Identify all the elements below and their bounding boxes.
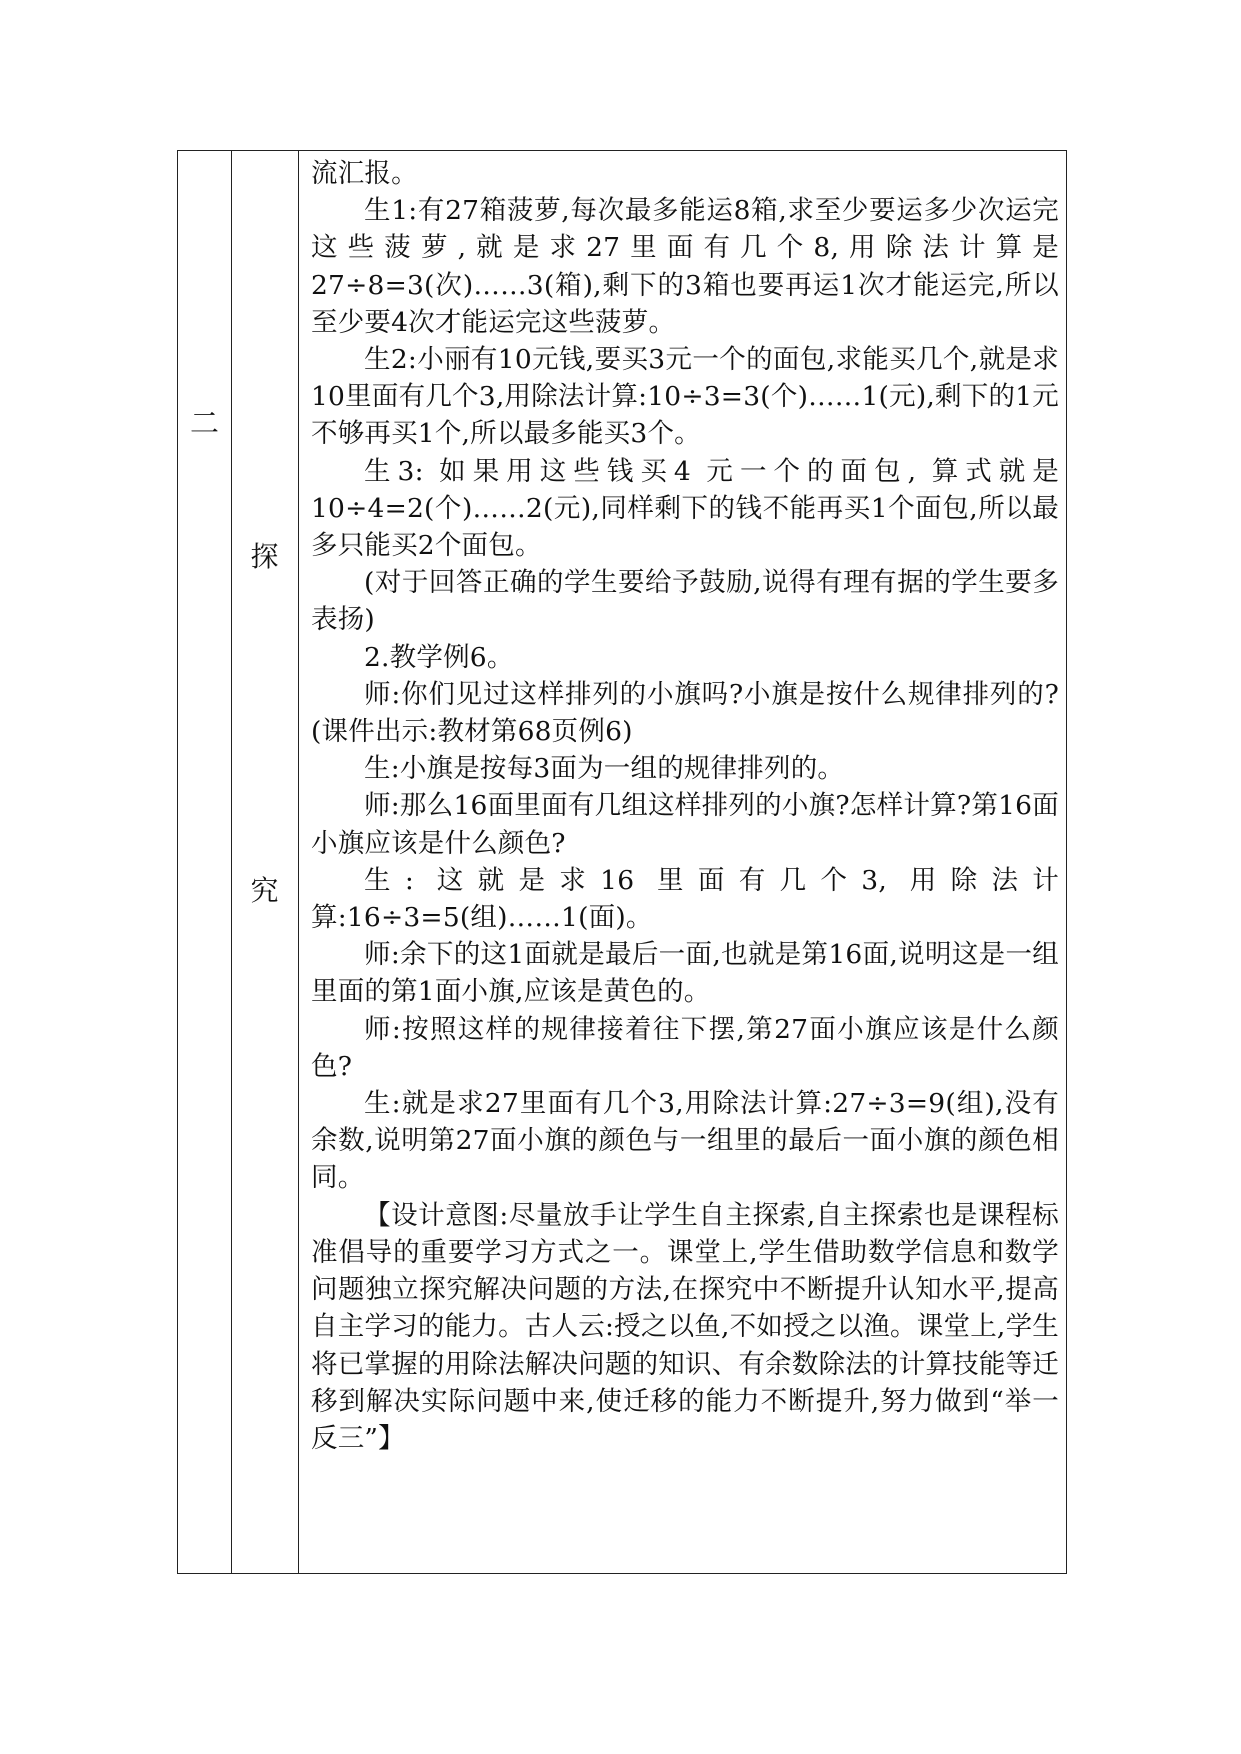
paragraph: 师:余下的这1面就是最后一面,也就是第16面,说明这是一组里面的第1面小旗,应该是黄色的。: [311, 939, 1059, 1008]
paragraph: 流汇报。: [311, 158, 418, 189]
column-divider-2: [298, 151, 299, 1573]
section-number: 二: [189, 406, 219, 440]
stage-name-char-1: 探: [250, 540, 279, 573]
paragraph: 生: 这就是求16 里面有几个3, 用除法计算:16÷3=5(组)……1(面)。: [311, 864, 1059, 934]
stage-name-char-2: 究: [250, 874, 279, 907]
paragraph: 生:小旗是按每3面为一组的规律排列的。: [364, 753, 845, 785]
column-divider-1: [231, 151, 232, 1573]
paragraph: 生:就是求27里面有几个3,用除法计算:27÷3=9(组),没有余数,说明第27面小旗的颜色与一组里的最后一面小旗的颜色相同。: [311, 1088, 1059, 1194]
lesson-content: [311, 155, 1059, 1457]
paragraph: 师:你们见过这样排列的小旗吗?小旗是按什么规律排列的?(课件出示:教材第68页例6): [311, 678, 1059, 748]
paragraph: 生1:有27箱菠萝,每次最多能运8箱,求至少要运多少次运完这些菠萝,就是求27里面有几个8,用除法计算是27÷8=3(次)……3(箱),剩下的3箱也要再运1次才能运完,所以至少要4次才能运完这些菠萝。: [311, 195, 1059, 338]
paragraph: 生3: 如果用这些钱买4 元一个的面包, 算式就是10÷4=2(个)……2(元),同样剩下的钱不能再买1个面包,所以最多只能买2个面包。: [311, 455, 1059, 562]
paragraph: (对于回答正确的学生要给予鼓励,说得有理有据的学生要多表扬): [311, 567, 1059, 636]
paragraph: 生2:小丽有10元钱,要买3元一个的面包,求能买几个,就是求10里面有几个3,用除法计算:10÷3=3(个)……1(元),剩下的1元不够再买1个,所以最多能买3个。: [311, 344, 1059, 450]
paragraph: 师:那么16面里面有几组这样排列的小旗?怎样计算?第16面小旗应该是什么颜色?: [311, 790, 1059, 859]
paragraph: 师:按照这样的规律接着往下摆,第27面小旗应该是什么颜色?: [311, 1013, 1059, 1082]
lesson-table: [177, 150, 1067, 1574]
paragraph: 2.教学例6。: [364, 641, 514, 673]
design-intent-paragraph: 【设计意图:尽量放手让学生自主探索,自主探索也是课程标准倡导的重要学习方式之一。课堂上,学生借助数学信息和数学问题独立探究解决问题的方法,在探究中不断提升认知水平,提高自主学习的能力。古人云:授之以鱼,不如授之以渔。课堂上,学生将已掌握的用除法解决问题的知识、有余数除法的计算技能等迁移到解决实际问题中来,使迁移的能力不断提升,努力做到“举一反三”】: [311, 1199, 1059, 1454]
